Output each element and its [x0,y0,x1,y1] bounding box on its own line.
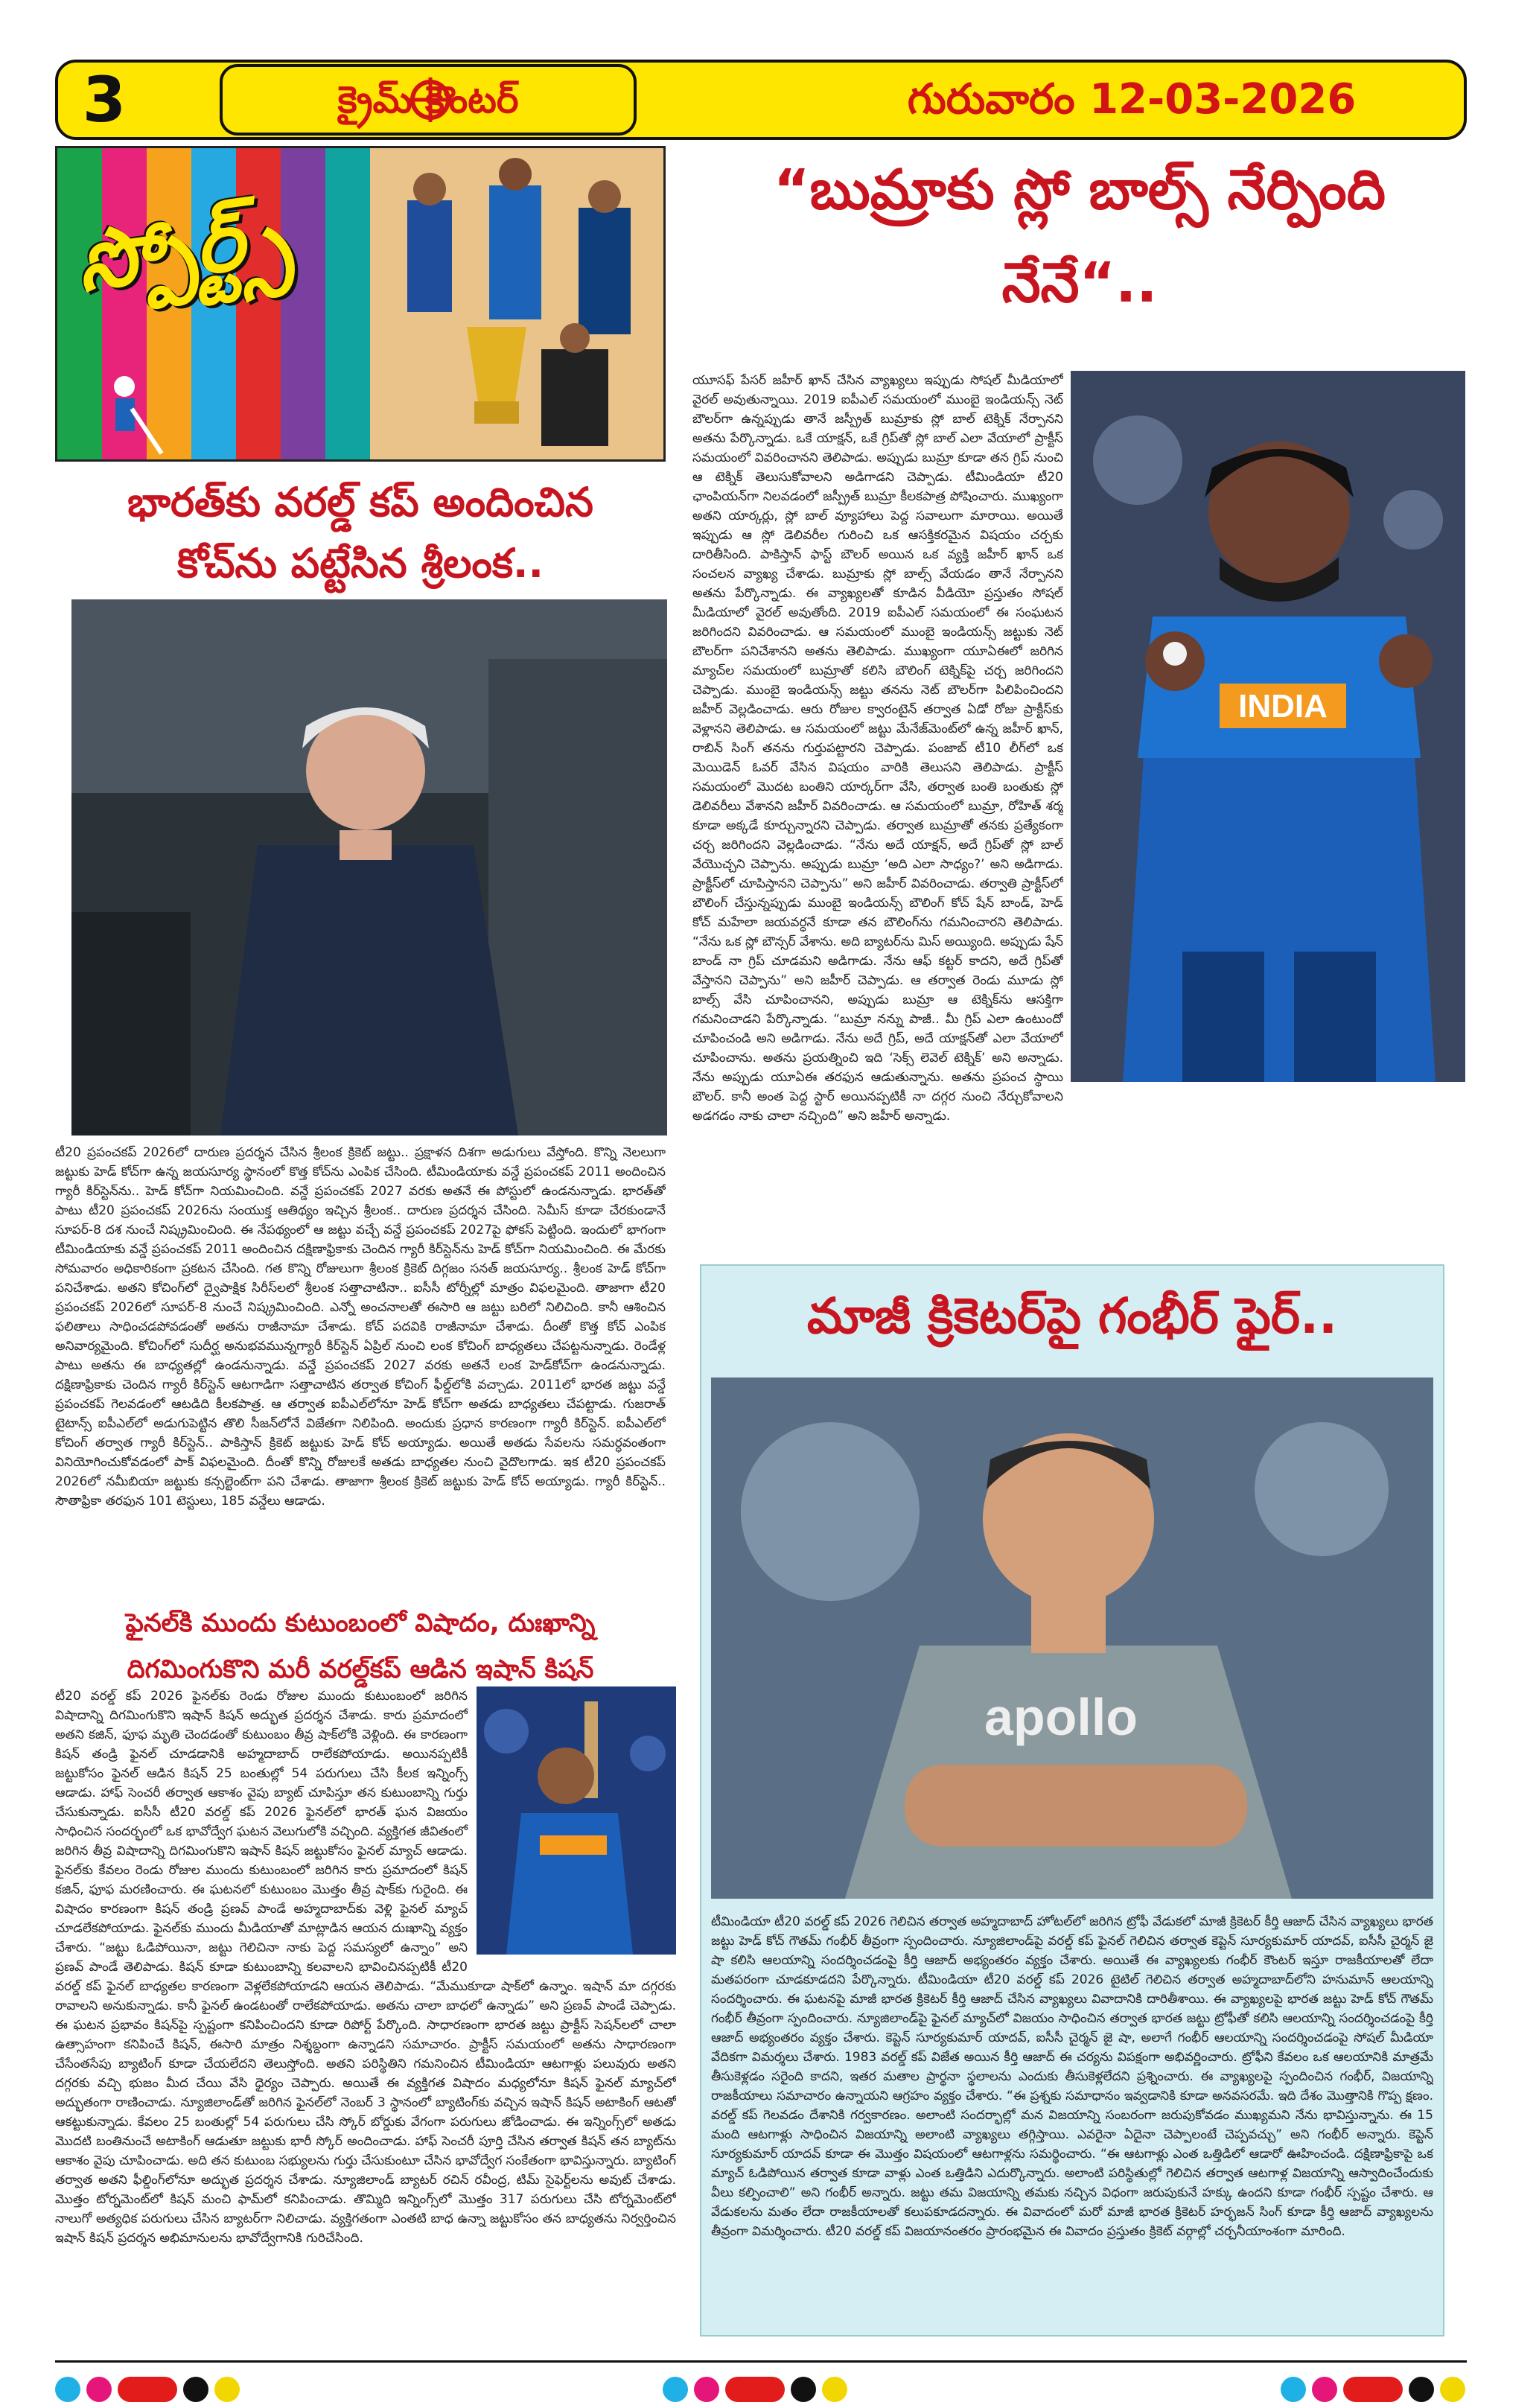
footer-dots-center [663,2377,856,2404]
bumrah-photo [1071,371,1465,1082]
footer-dots-right [1281,2377,1474,2404]
banner-title: స్పోర్ట్స్ [71,185,298,310]
gambhir-photo [711,1377,1433,1899]
footer-dot [725,2377,785,2402]
kirsten-photo [71,599,667,1135]
players-illustration [377,156,660,453]
footer-dot [183,2377,208,2402]
gambhir-article-body: టీమిండియా టీ20 వరల్డ్ కప్ 2026 గెలిచిన తర్వాత అహ్మదాబాద్ హోటల్‌లో జరిగిన ట్రోఫీ వేడుకలో మాజీ క్రికెటర్ కీర్తి ఆజాద్ చేసిన వ్యాఖ్యలు భారత జట్టు హెడ్ కోచ్ గౌతమ్ గంభీర్ తీవ్రంగా స్పందించారు. న్యూజిలాండ్‌పై వరల్డ్ కప్ ఫైనల్ గెలిచిన తర్వాత కెప్టెన్ సూర్యకుమార్ యాదవ్, ఐసీసీ చైర్మన్ జై షా కలిసి ఆలయాన్ని సందర్శించడంపై కీర్తి ఆజాద్ అభ్యంతరం వ్యక్తం చేశారు. అయితే ఈ వ్యాఖ్యలకు గంభీర్ కౌంటర్ ఇస్తూ రాజకీయాలతో లేదా మతపరంగా చూడకూడదని పేర్కొన్నారు. టీమిండియా టీ20 వరల్డ్ కప్ 2026 టైటిల్ గెలిచిన తర్వాత అహ్మదాబాద్‌లోని హనుమాన్ ఆలయాన్ని సందర్శించారు. ఈ ఘటనపై మాజీ భారత క్రికెటర్ కీర్తి ఆజాద్ చేసిన వ్యాఖ్యలు వివాదానికి దారితీశాయి. ఈ వ్యాఖ్యలపై భారత జట్టు హెడ్ కోచ్ గౌతమ్ గంభీర్ తీవ్రంగా స్పందించారు. న్యూజిలాండ్‌పై ఫైనల్ మ్యాచ్‌లో విజయం సాధించిన తర్వాత భారత జట్టు ట్రోఫీతో కలిసి ఆలయాన్ని సందర్శించడంపై కీర్తి ఆజాద్ అభ్యంతరం వ్యక్తం చేశారు. కెప్టెన్ సూర్యకుమార్ యాదవ్, ఐసీసీ చైర్మన్ జై షా, అలాగే గంభీర్ ఆలయాన్ని సందర్శించడంపై సోషల్ మీడియా వేదికగా విమర్శలు చేశారు. 1983 వరల్డ్ కప్ విజేత అయిన కీర్తి ఆజాద్ ఈ చర్యను విపక్షంగా అభివర్ణించారు. ట్రోఫీని కేవలం ఒక ఆలయానికి మాత్రమే తీసుకెళ్లడం సరైంది కాదని, ఇతర మతాల ప్రార్థనా స్థలాలను ఎందుకు తీసుకెళ్లలేదని ప్రశ్నించారు. ఈ వ్యాఖ్యలపై స్పందించిన గంభీర్, విజయాన్ని రాజకీయాలు సమాచారం ఉన్నాయని ఆగ్రహం వ్యక్తం చేశారు. “ఈ ప్రశ్నకు సమాధానం ఇవ్వడానికి కూడా అనవసరమే. ఇది దేశం మొత్తానికి గొప్ప క్షణం. వరల్డ్ కప్ గెలవడం దేశానికి గర్వకారణం. అలాంటి సందర్భాల్లో మన విజయాన్ని సంబరంగా జరుపుకోవడం ముఖ్యమని నేను భావిస్తున్నాను. ఈ 15 మంది ఆటగాళ్లు సాధించిన విజయాన్ని అలాంటి వ్యాఖ్యలు తగ్గిస్తాయి. ఎవరైనా ఏదైనా చెప్పాలంటే చెప్పవచ్చు” అని గంభీర్ అన్నారు. కెప్టెన్ సూర్యకుమార్ యాదవ్ కూడా ఈ మొత్తం విషయంలో ఆటగాళ్లను సమర్థించారు. “ఈ ఆటగాళ్లు ఎంత ఒత్తిడిలో ఆడారో ఊహించండి. దక్షిణాఫ్రికాపై ఒక మ్యాచ్ ఓడిపోయిన తర్వాత కూడా వాళ్లు ఎంత ఒత్తిడిని ఎదుర్కొన్నారు. అలాంటి పరిస్థితుల్లో గెలిచిన తర్వాత ఆటగాళ్ల విజయాన్ని ఆస్వాదించేందుకు వీలు కల్పించాలి” అని గంభీర్ అన్నారు. జట్టు తమ విజయాన్ని తమకు నచ్చిన విధంగా జరుపుకునే హక్కు ఉందని కూడా గంభీర్ స్పష్టం చేశారు. ఆ వేడుకలను మతం లేదా రాజకీయాలతో కలుపకూడదన్నారు. ఈ వివాదంలో మరో మాజీ భారత క్రికెటర్ హర్భజన్ సింగ్ కూడా కీర్తి ఆజాద్ వ్యాఖ్యలను తీవ్రంగా విమర్శించారు. టీ20 వరల్డ్ కప్ విజయానంతరం ప్రారంభమైన ఈ వివాదం ప్రస్తుతం క్రికెట్ వర్గాల్లో చర్చనీయాంశంగా మారింది. [711,1914,1433,2239]
gambhir-headline: మాజీ క్రికెటర్‌పై గంభీర్ ఫైర్.. [806,1287,1338,1345]
issue-date: గురువారం 12-03-2026 [907,75,1357,124]
ishan-article-text: టీ20 వరల్డ్ కప్ 2026 ఫైనల్‌కు రెండు రోజుల ముందు కుటుంబంలో జరిగిన విషాదాన్ని దిగమింగుకొని ఇషాన్ కిషన్ అద్భుత ప్రదర్శన చేశాడు. కారు ప్రమాదంలో అతని కజిన్, ఫూఫ మృతి చెందడంతో కుటుంబం తీవ్ర షాక్‌లోకి వెళ్లింది. ఈ కారణంగా కిషన్ తండ్రి ఫైనల్ చూడడానికి అహ్మదాబాద్ రాలేకపోయాడు. అయినప్పటికీ జట్టుకోసం ఫైనల్ ఆడిన కిషన్ 25 బంతుల్లో 54 పరుగులు చేసి కీలక ఇన్నింగ్స్ ఆడాడు. హాఫ్ సెంచరీ తర్వాత ఆకాశం వైపు బ్యాట్ చూపిస్తూ తన కుటుంబాన్ని గుర్తు చేసుకున్నాడు. ఐసీసీ టీ20 వరల్డ్ కప్ 2026 ఫైనల్‌లో భారత్ ఘన విజయం సాధించిన సందర్భంలో ఒక భావోద్వేగ ఘటన వెలుగులోకి వచ్చింది. వ్యక్తిగత జీవితంలో జరిగిన తీవ్ర విషాదాన్ని దిగమింగుకొని ఇషాన్ కిషన్ జట్టుకోసం ఫైనల్ మ్యాచ్ ఆడాడు. ఫైనల్‌కు కేవలం రెండు రోజుల ముందు కుటుంబంలో జరిగిన కారు ప్రమాదంలో కిషన్ కజిన్, ఫూఫ మరణించారు. ఈ ఘటనలో కుటుంబం మొత్తం తీవ్ర షాక్‌కు గురైంది. ఈ విషాదం కారణంగా కిషన్ తండ్రి ప్రణవ్ పాండే అహ్మదాబాద్‌కు వెళ్లి ఫైనల్ మ్యాచ్ చూడలేకపోయాడు. ఫైనల్‌కు ముందు మీడియాతో మాట్లాడిన ఆయన దుఃఖాన్ని వ్యక్తం చేశారు. “జట్టు ఓడిపోయినా, జట్టు గెలిచినా నాకు పెద్ద సమస్యలో ఉన్నాం” అని ప్రణవ్ పాండే తెలిపాడు. కిషన్ కూడా కుటుంబాన్ని కలవాలని భావించినప్పటికీ టీ20 వరల్డ్ కప్ ఫైనల్ బాధ్యతల కారణంగా వెళ్లలేకపోయాడని ఆయన తెలిపాడు. “మేముకూడా షాక్‌లో ఉన్నాం. ఇషాన్ మా దగ్గరకు రావాలని అనుకున్నాడు. కానీ ఫైనల్ ఉండటంతో రాలేకపోయాడు. అతను చాలా బాధలో ఉన్నాడు” అని ప్రణవ్ పాండే చెప్పాడు. ఈ ఘటన ప్రభావం కిషన్‌పై స్పష్టంగా కనిపించిందని కూడా రిపోర్ట్ పేర్కొంది. సాధారణంగా భారత జట్టు ప్రాక్టీస్ సెషన్‌లలో చాలా ఉత్సాహంగా కనిపించే కిషన్, ఈసారి మాత్రం నిశ్శబ్దంగా ఉన్నాడని సమాచారం. ప్రాక్టీస్ సమయంలో అతను సాధారణంగా చేసేంతసేపు బ్యాటింగ్ కూడా చేయలేదని తెలుస్తోంది. అతని పరిస్థితిని గమనించిన టీమిండియా ఆటగాళ్లు పలువురు అతని దగ్గరకు వచ్చి భుజం మీద చేయి వేసి ధైర్యం చెప్పారు. అయితే ఈ వ్యక్తిగత విషాదం మధ్యలోనూ కిషన్ ఫైనల్ మ్యాచ్‌లో అద్భుతంగా రాణించాడు. న్యూజిలాండ్‌తో జరిగిన ఫైనల్‌లో నెంబర్ 3 స్థానంలో బ్యాటింగ్‌కు వచ్చిన ఇషాన్ కిషన్ అటాకింగ్ ఆటతో ఆకట్టుకున్నాడు. కేవలం 25 బంతుల్లో 54 పరుగులు చేసి స్కోర్ బోర్డుకు వేగంగా పరుగులు జోడించాడు. ఈ ఇన్నింగ్స్‌లో అతడు మొదటి బంతినుంచే అటాకింగ్ ఆడుతూ జట్టుకు భారీ స్కోర్ అందించాడు. హాఫ్ సెంచరీ పూర్తి చేసిన తర్వాత కిషన్ తన బ్యాట్‌ను ఆకాశం వైపు చూపించాడు. అది తన కుటుంబ సభ్యులను గుర్తు చేసుకుంటూ చేసిన భావోద్వేగ సంకేతంగా భావిస్తున్నారు. బ్యాటింగ్ తర్వాత అతని ఫీల్డింగ్‌లోనూ అద్భుత ప్రదర్శన చేశాడు. న్యూజిలాండ్ బ్యాటర్ రచిన్ రవీంద్ర, టిమ్ సైఫెర్ట్‌లను అవుట్ చేశాడు. మొత్తం టోర్నమెంట్‌లో కిషన్ మంచి ఫామ్‌లో కనిపించాడు. తొమ్మిది ఇన్నింగ్స్‌లో మొత్తం 317 పరుగులు చేసి టోర్నమెంట్‌లో నాలుగో అత్యధిక పరుగులు చేసిన బ్యాటర్‌గా నిలిచాడు. వ్యక్తిగతంగా ఎంతటి బాధ ఉన్నా జట్టుకోసం తన బాధ్యతను నిర్వర్తించిన ఇషాన్ కిషన్ ప్రదర్శన అభిమానులను భావోద్వేగానికి గురిచేసింది. [55,1689,676,2246]
svg-text:apollo: apollo [984,1688,1138,1746]
bumrah-headline-line1: “బుమ్రాకు స్లో బాల్స్ నేర్పింది [774,158,1386,222]
footer-dot [1281,2377,1306,2402]
footer-dot [1343,2377,1403,2402]
footer-rule [55,2360,1467,2363]
footer-dot [1312,2377,1337,2402]
footer-dot [1409,2377,1434,2402]
ishan-headline-line1: ఫైనల్‌కి ముందు కుటుంబంలో విషాదం, దుఃఖాన్ని [125,1608,596,1638]
hockey-player-icon [87,372,176,461]
footer-dot [822,2377,847,2402]
bumrah-headline-line2: నేనే“.. [1001,251,1158,315]
svg-text:INDIA: INDIA [1238,688,1328,724]
coach-headline-line1: భారత్‌కు వరల్డ్ కప్ అందించిన [127,479,593,526]
ishan-article-body [55,1686,676,2342]
newspaper-logo: క్రైమ్ కౌంటర్ [337,78,519,121]
sports-banner [55,146,666,462]
footer-dot [791,2377,816,2402]
gambhir-figure [711,1377,1433,1899]
coach-headline-line2: కోచ్‌ను పట్టేసిన శ్రీలంక.. [176,540,544,587]
footer-dot [663,2377,688,2402]
bumrah-article-body: యూసఫ్ పేసర్ జహీర్ ఖాన్ చేసిన వ్యాఖ్యలు ఇప్పుడు సోషల్ మీడియాలో వైరల్ అవుతున్నాయి. 2019 ఐపీఎల్ సమయంలో ముంబై ఇండియన్స్ నెట్ బౌలర్‌గా ఉన్నప్పుడు తానే జస్ప్రీత్ బుమ్రాకు స్లో బాల్ టెక్నిక్ నేర్పానని అతను పేర్కొన్నాడు. ఒకే యాక్షన్, ఒకే గ్రిప్‌తో స్లో బాల్ ఎలా వేయాలో ప్రాక్టీస్ సమయంలో వివరించానని తెలిపాడు. అప్పుడు బుమ్రా కూడా తన గ్రిప్ నుంచి ఆ టెక్నిక్ తెలుసుకోవాలని అడిగాడని చెప్పాడు. టీమిండియా టీ20 ఛాంపియన్‌గా నిలవడంలో జస్ప్రీత్ బుమ్రా కీలకపాత్ర పోషించారు. ముఖ్యంగా అతని యార్కర్లు, స్లో బాల్ వ్యూహాలు పెద్ద సవాలుగా మారాయి. అయితే ఇప్పుడు ఆ స్లో డెలివరీల గురించి ఒక ఆసక్తికరమైన విషయం చర్చకు దారితీసింది. పాకిస్తాన్ ఫాస్ట్ బౌలర్ అయిన ఒక వ్యక్తి జహీర్ ఖాన్ ఒక సంచలన వ్యాఖ్య చేశాడు. బుమ్రాకు స్లో బాల్స్ వేయడం తానే నేర్పానని అతను పేర్కొన్నాడు. ఈ వ్యాఖ్యలతో కూడిన వీడియో ప్రస్తుతం సోషల్ మీడియాలో వైరల్ అవుతోంది. 2019 ఐపీఎల్ సమయంలో ఈ సంఘటన జరిగిందని వివరించాడు. ఆ సమయంలో ముంబై ఇండియన్స్ జట్టుకు నెట్ బౌలర్‌గా పనిచేశానని అతను తెలిపాడు. ముఖ్యంగా యూఏఈలో జరిగిన మ్యాచ్‌ల సమయంలో బుమ్రాతో కలిసి బౌలింగ్ టెక్నిక్‌పై చర్చ జరిగిందని చెప్పాడు. ముంబై ఇండియన్స్ జట్టు తనను నెట్ బౌలర్‌గా పిలిపించిందని జహీర్ వెల్లడించాడు. ఆరు రోజుల క్వారంటైన్ తర్వాత ఏడో రోజు ప్రాక్టీస్‌కు వెళ్లానని తెలిపాడు. ఆ సమయంలో జట్టు మేనేజ్‌మెంట్‌లో ఉన్న జహీర్ ఖాన్, రాబిన్ సింగ్ తనను గుర్తుపట్టారని చెప్పాడు. పంజాబ్ టీ10 లీగ్‌లో ఒక మెయిడెన్ ఓవర్ వేసిన విషయం వారికి తెలుసని తెలిపాడు. ప్రాక్టీస్ సమయంలో మొదట బంతిని యార్కర్‌గా వేసి, తర్వాత బంతి బంతుకు స్లో డెలివరీలు వేశానని జహీర్ వివరించాడు. ఆ సమయంలో బుమ్రా, రోహిత్ శర్మ కూడా అక్కడే కూర్చున్నారని చెప్పాడు. తర్వాత బుమ్రాతో తనకు ప్రత్యేకంగా చర్చ జరిగిందని వెల్లడించాడు. “నేను అదే యాక్షన్, అదే గ్రిప్‌తో స్లో బాల్ వేయొచ్చని చెప్పాను. అప్పుడు బుమ్రా ‘అది ఎలా సాధ్యం?’ అని అడిగాడు. ప్రాక్టీస్‌లో చూపిస్తానని చెప్పాను” అని జహీర్ వివరించాడు. తర్వాతి ప్రాక్టీస్‌లో బౌలింగ్ చేస్తున్నప్పుడు ముంబై ఇండియన్స్ బౌలింగ్ కోచ్ షేన్ బాండ్, హెడ్ కోచ్ మహేలా జయవర్ధనే కూడా తన బౌలింగ్‌ను గమనించారని తెలిపాడు. “నేను ఒక స్లో బౌన్సర్ వేశాను. అది బ్యాటర్‌ను మిస్ అయ్యింది. అప్పుడు షేన్ బాండ్ నా గ్రిప్ చూడమని అడిగాడు. నేను ఆఫ్ కట్టర్ కాదని, అదే గ్రిప్‌తో వేస్తానని చెప్పాను” అని జహీర్ చెప్పాడు. ఆ తర్వాత రెండు మూడు స్లో బాల్స్ వేసి చూపించానని, అప్పుడు బుమ్రా ఆ టెక్నిక్‌ను ఆసక్తిగా గమనించాడని పేర్కొన్నాడు. “బుమ్రా నన్ను పాజీ.. మీ గ్రిప్ ఎలా ఉంటుందో చూపించండి అని అడిగాడు. నేను అదే గ్రిప్, అదే యాక్షన్‌తో ఎలా వేయాలో చూపించాను. అతను ప్రయత్నించి ఇది ‘సెక్స్ లెవెల్ టెక్నిక్’ అని అన్నాడు. నేను అప్పుడు యూఏఈ తరఫున ఆడుతున్నాను. అతను ప్రపంచ స్థాయి బౌలర్. కానీ అంత పెద్ద స్టార్ అయినప్పటికీ నా దగ్గర నుంచి నేర్చుకోవాలని అడగడం నాకు చాలా నచ్చింది” అని జహీర్ అన్నాడు. [692,373,1063,1124]
footer-dot [694,2377,719,2402]
page-number: 3 [82,63,127,136]
footer-dot [55,2377,80,2402]
ishan-photo-spacer [468,1686,676,1962]
footer-dot [1440,2377,1465,2402]
footer-dot [214,2377,240,2402]
footer-dot [86,2377,112,2402]
bumrah-figure [1071,371,1465,1082]
ishan-headline-line2: దిగమింగుకొని మరీ వరల్డ్‌కప్ ఆడిన ఇషాన్ కిషన్ [127,1654,594,1684]
kirsten-figure [71,599,667,1135]
coach-article-body: టీ20 ప్రపంచకప్ 2026లో దారుణ ప్రదర్శన చేసిన శ్రీలంక క్రికెట్ జట్టు.. ప్రక్షాళన దిశగా అడుగులు వేస్తోంది. కొన్ని నెలలుగా జట్టుకు హెడ్ కోచ్‌గా ఉన్న జయసూర్య స్థానంలో కొత్త కోచ్‌ను ఎంపిక చేసింది. టీమిండియాకు వన్డే ప్రపంచకప్ 2011 అందించిన గ్యారీ కిర్‌స్టెన్‌ను.. హెడ్ కోచ్‌గా నియమించింది. వన్డే ప్రపంచకప్ 2027 వరకు అతనే ఈ పోస్టులో ఉండనున్నాడు. భారత్‌తో పాటు టీ20 ప్రపంచకప్ 2026ను సంయుక్త ఆతిథ్యం ఇచ్చిన శ్రీలంక.. దారుణ ప్రదర్శన చేసింది. సెమీస్ కూడా చేరకుండానే సూపర్-8 దశ నుంచే నిష్క్రమించింది. ఈ నేపథ్యంలో ఆ జట్టు వచ్చే వన్డే ప్రపంచకప్ 2027పై ఫోకస్ పెట్టింది. ఇందులో భాగంగా టీమిండియాకు వన్డే ప్రపంచకప్ 2011 అందించిన దక్షిణాఫ్రికాకు చెందిన గ్యారీ కిర్‌స్టెన్‌ను హెడ్ కోచ్‌గా నియమించింది. ఈ మేరకు సోమవారం అధికారికంగా ప్రకటన చేసింది. గత కొన్ని రోజులుగా శ్రీలంక క్రికెట్ దిగ్గజం సనత్ జయసూర్య.. శ్రీలంక హెడ్ కోచ్‌గా పనిచేశాడు. అతని కోచింగ్‌లో ద్వైపాక్షిక సిరీస్‌లలో శ్రీలంక సత్తాచాటినా.. ఐసీసీ టోర్నీల్లో మాత్రం విఫలమైంది. తాజాగా టీ20 ప్రపంచకప్ 2026లో సూపర్-8 నుంచే నిష్క్రమించింది. ఎన్నో అంచనాలతో ఈసారి ఆ జట్టు బరిలో నిలిచింది. కానీ ఆశించిన ఫలితాలు సాధించడపోవడంతో అతను రాజీనామా చేశాడు. కోచ్ పదవికి రాజీనామా చేశాడు. దీంతో కొత్త కోచ్ ఎంపిక అనివార్యమైంది. కోచింగ్‌లో సుదీర్ఘ అనుభవమున్నగ్యారీ కిర్‌స్టెన్ ఏప్రిల్ నుంచి లంక కోచింగ్ బాధ్యతలు చేపట్టనున్నాడు. రెండేళ్ల పాటు అతను ఈ బాధ్యతల్లో ఉండనున్నాడు. వన్డే ప్రపంచకప్ 2027 వరకు అతనే లంక హెడ్‌కోచ్‌గా ఉండనున్నాడు. దక్షిణాఫ్రికాకు చెందిన గ్యారీ కిర్‌స్టెన్ ఆటగాడిగా సత్తాచాటిన తర్వాత కోచింగ్ ఫీల్డ్‌లోకి వచ్చాడు. 2011లో భారత జట్టు వన్డే ప్రపంచకప్ గెలవడంలో ఆటడిది కీలకపాత్ర. ఆ తర్వాత ఐపీఎల్‌లోనూ హెడ్ కోచ్‌గా అతడు బాధ్యతలు చేపట్టాడు. గుజరాత్ టైటాన్స్ ఐపీఎల్‌లో అడుగుపెట్టిన తొలి సీజన్‌లోనే విజేతగా నిలిపింది. అందుకు ప్రధాన కారణంగా గ్యారీ కిర్‌స్టెన్. ఐపీఎల్‌లో కోచింగ్ తర్వాత గ్యారీ కిర్‌స్టెన్.. పాకిస్తాన్ క్రికెట్ జట్టుకు హెడ్ కోచ్ అయ్యాడు. అయితే అతడు సేవలను సమర్ధవంతంగా వినియోగించుకోవడంలో పాక్ విఫలమైంది. దీంతో కొన్ని రోజులకే అతడు బాధ్యతల నుంచి వైదొలగాడు. ఇక టీ20 ప్రపంచకప్ 2026లో నమీబియా జట్టుకు కన్సల్టెంట్‌గా పని చేశాడు. తాజాగా శ్రీలంక క్రికెట్ జట్టుకు హెడ్ కోచ్ అయ్యాడు. గ్యారీ కిర్‌స్టెన్.. సౌతాఫ్రికా తరఫున 101 టెస్టులు, 185 వన్డేలు ఆడాడు. [55,1145,666,1509]
footer-dot [118,2377,177,2402]
footer-dots-left [55,2377,249,2404]
